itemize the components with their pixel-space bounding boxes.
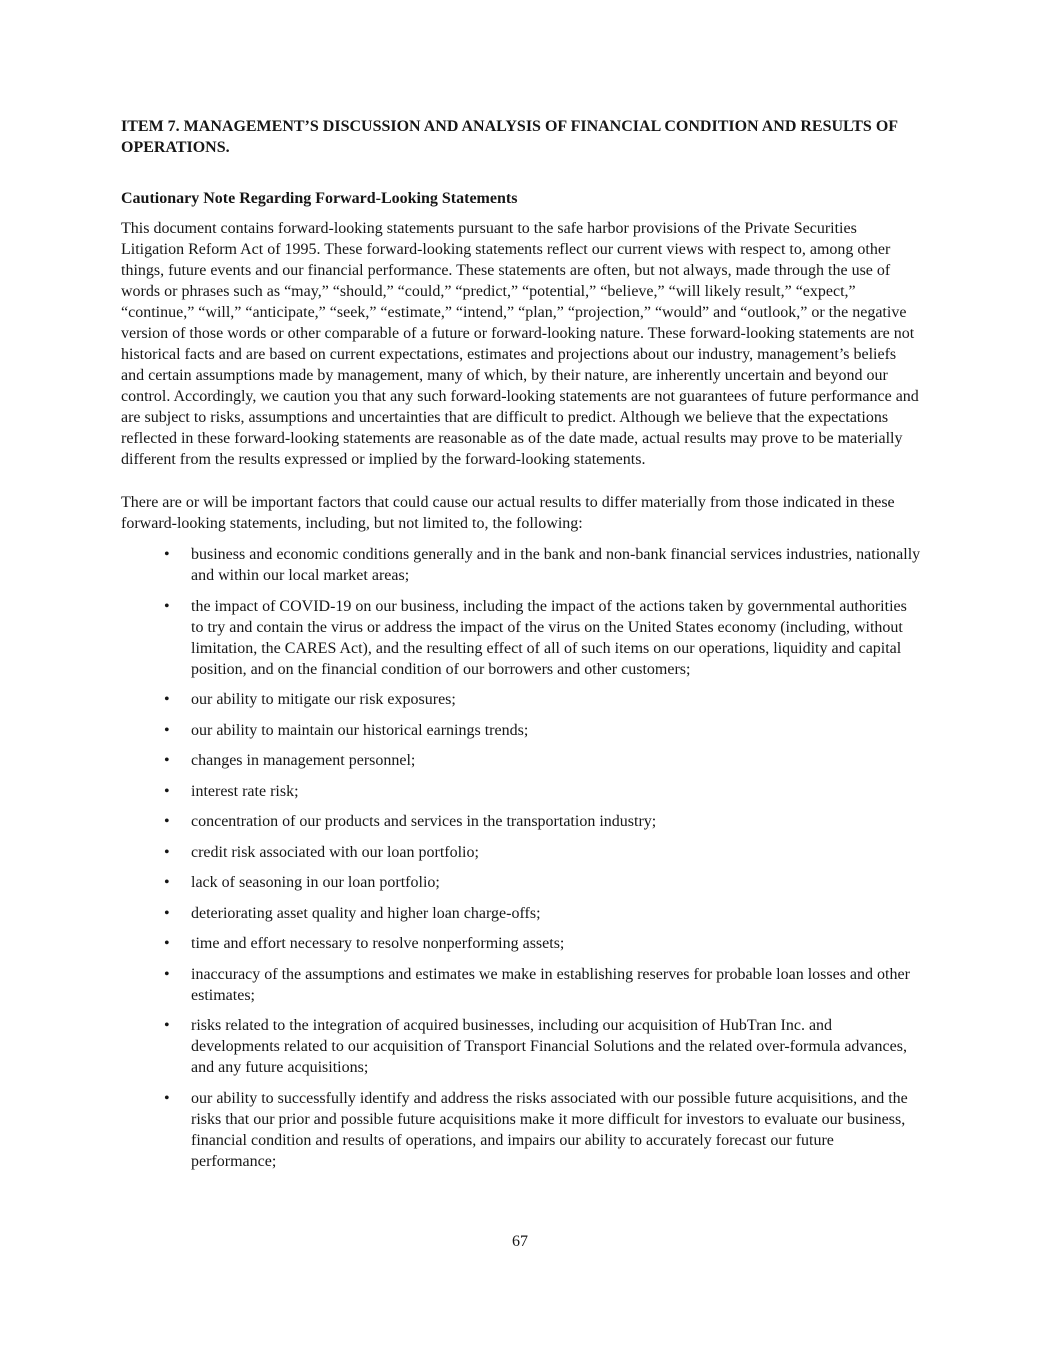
forward-looking-paragraph: This document contains forward-looking statements pursuant to the safe harbor provisions of the Private Securities Litigation Reform Act of 1995. These forward-looking statements reflect our current views with respect to, among other things, future events and our financial performance. These statements are often, but not always, made through the use of words or phrases such as “may,” “should,” “could,” “predict,” “potential,” “believe,” “will likely result,” “expect,” “continue,” “will,” “anticipate,” “seek,” “estimate,” “intend,” “plan,” “projection,” “would” and “outlook,” or the negative version of those words or other comparable of a future or forward-looking nature. These forward-looking statements are not historical facts and are based on current expectations, estimates and projections about our industry, management’s beliefs and certain assumptions made by management, many of which, by their nature, are inherently uncertain and beyond our control. Accordingly, we caution you that any such forward-looking statements are not guarantees of future performance and are subject to risks, assumptions and uncertainties that are difficult to predict. Although we believe that the expectations reflected in these forward-looking statements are reasonable as of the date made, actual results may prove to be materially different from the results expressed or implied by the forward-looking statements. [121,220,919,468]
section-heading: Cautionary Note Regarding Forward-Looking Statements [121,190,518,207]
factors-intro-paragraph: There are or will be important factors that could cause our actual results to differ materially from those indicated in these forward-looking statements, including, but not limited to, the following: [121,494,895,532]
bullet-icon: • [164,1089,170,1107]
list-item [121,1015,921,1078]
list-item-text: inaccuracy of the assumptions and estimates we make in establishing reserves for probable loan losses and other estimates; [191,965,910,1004]
bullet-icon: • [164,935,170,952]
risk-factor-list [121,544,921,1172]
list-item-text: lack of seasoning in our loan portfolio; [191,874,440,891]
list-item [121,750,921,771]
list-item [121,596,921,680]
bullet-icon: • [164,965,170,983]
list-item [121,720,921,741]
list-item [121,811,921,832]
list-item [121,964,921,1006]
list-item-text: our ability to maintain our historical earnings trends; [191,721,529,739]
list-item-text: time and effort necessary to resolve nonperforming assets; [191,935,565,952]
bullet-icon: • [164,691,170,708]
list-item-text: the impact of COVID-19 on our business, including the impact of the actions taken by governmental authorities to try and contain the virus or address the impact of the virus on the United States economy (including, without limitation, the CARES Act), and the resulting effect of all of such items on our operations, liquidity and capital position, and on the financial condition of our borrowers and other customers; [191,597,907,678]
bullet-icon: • [164,752,170,769]
bullet-icon: • [164,904,170,922]
bullet-icon: • [164,597,170,615]
list-item [121,781,921,802]
page-number: 67 [512,1233,528,1250]
list-item-text: our ability to successfully identify and address the risks associated with our possible future acquisitions, and the risks that our prior and possible future acquisitions make it more difficult for investors to evaluate our business, financial condition and results of operations, and impairs our ability to accurately forecast our future performance; [191,1089,908,1170]
bullet-icon: • [164,813,170,830]
bullet-icon: • [164,1017,170,1034]
bullet-icon: • [164,782,170,800]
list-item-text: changes in management personnel; [191,752,416,769]
list-item-text: our ability to mitigate our risk exposures; [191,691,456,708]
list-item [121,689,921,710]
list-item-text: deteriorating asset quality and higher loan charge-offs; [191,904,541,922]
list-item-text: business and economic conditions generally and in the bank and non-bank financial services industries, nationally and within our local market areas; [191,546,921,584]
list-item [121,903,921,924]
list-item [121,872,921,893]
list-item [121,842,921,863]
bullet-icon: • [164,546,170,563]
bullet-icon: • [164,721,170,739]
list-item [121,1088,921,1172]
list-item [121,544,921,586]
item-heading: ITEM 7. MANAGEMENT’S DISCUSSION AND ANALYSIS OF FINANCIAL CONDITION AND RESULTS OF OPERATIONS. [121,118,898,156]
list-item-text: credit risk associated with our loan portfolio; [191,843,479,861]
list-item-text: risks related to the integration of acquired businesses, including our acquisition of HubTran Inc. and developments related to our acquisition of Transport Financial Solutions and the related over-formula advances, and any future acquisitions; [191,1017,907,1076]
list-item-text: interest rate risk; [191,782,299,800]
list-item [121,933,921,954]
document-page [121,116,921,1181]
bullet-icon: • [164,843,170,861]
list-item-text: concentration of our products and services in the transportation industry; [191,813,657,830]
bullet-icon: • [164,874,170,891]
